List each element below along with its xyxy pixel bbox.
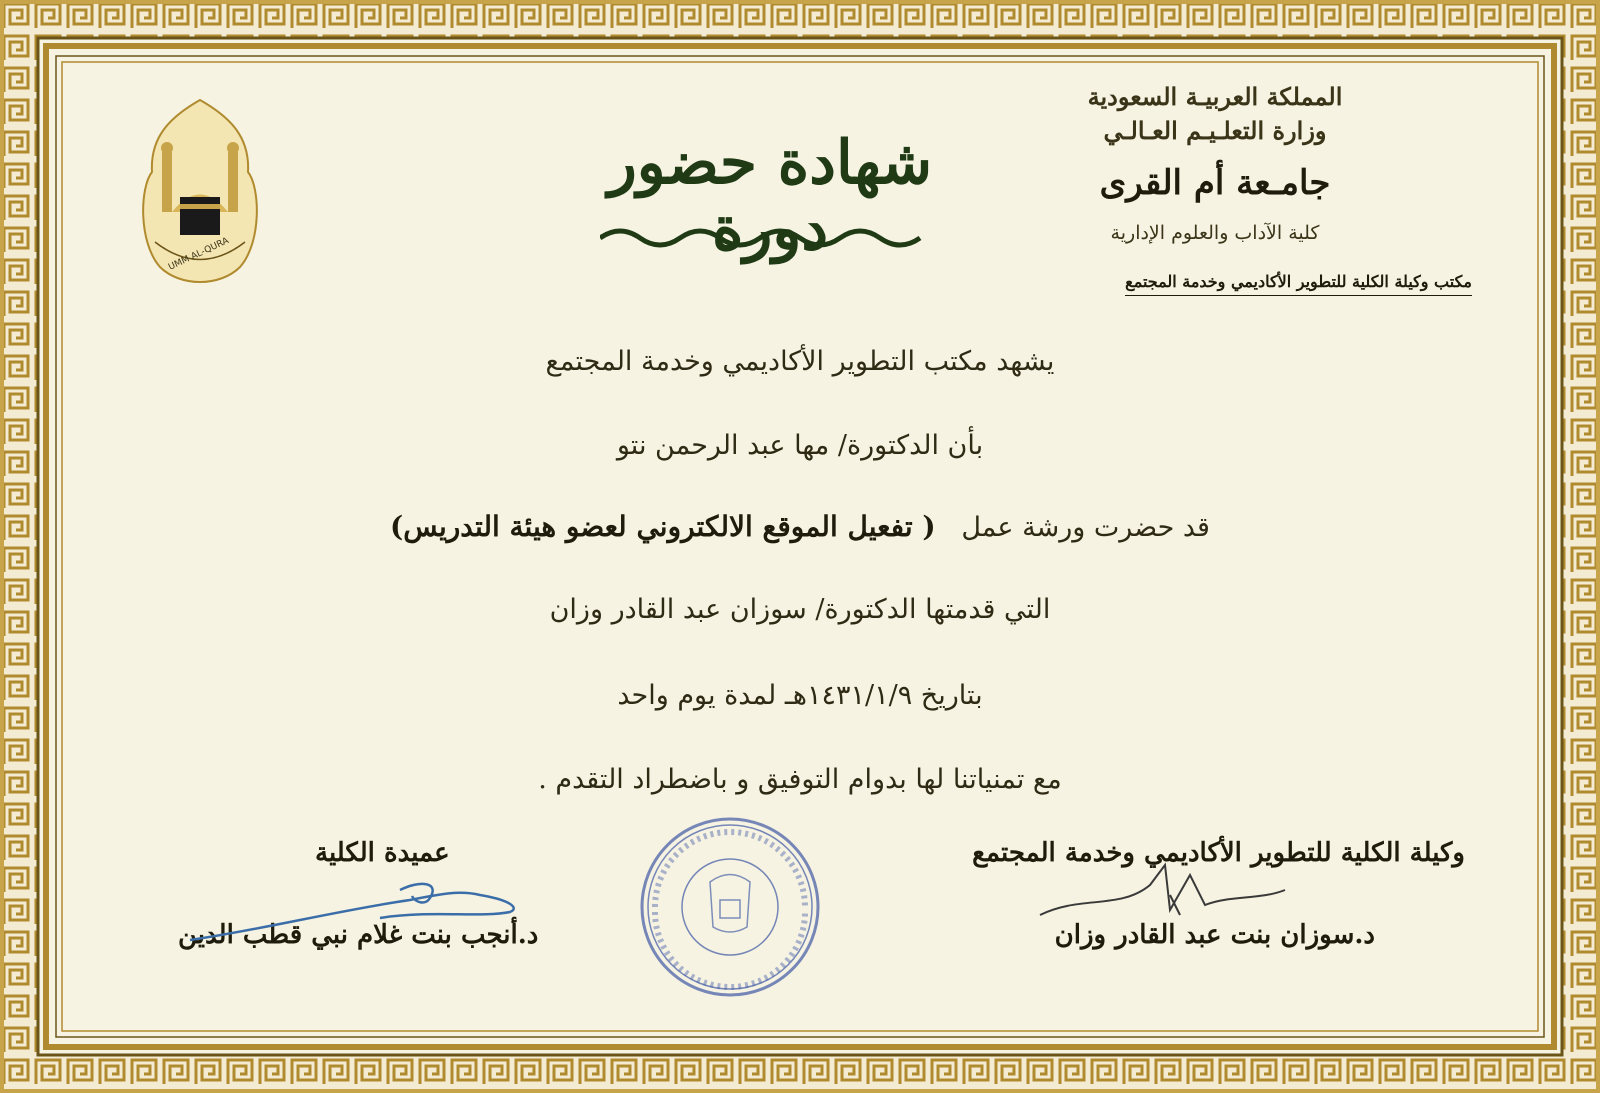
header-block	[1005, 80, 1425, 246]
dean-signature-icon	[180, 870, 530, 950]
body-line-5: بتاريخ ١٤٣١/١/٩هـ لمدة يوم واحد	[617, 680, 983, 711]
svg-text:UMM AL-QURA: UMM AL-QURA	[167, 236, 231, 273]
title-flourish-icon	[600, 220, 940, 250]
body-line-4: التي قدمتها الدكتورة/ سوزان عبد القادر وزان	[549, 594, 1051, 625]
body-line-2: بأن الدكتورة/ مها عبد الرحمن نتو	[616, 430, 984, 461]
kingdom-name: المملكة العربيـة السعودية	[1087, 82, 1343, 111]
office-name: مكتب وكيلة الكلية للتطوير الأكاديمي وخدمة المجتمع	[1125, 272, 1472, 296]
certificate-title: شهادة حضور دورة	[607, 128, 933, 264]
ministry-name: وزارة التعلـيـم العـالـي	[1103, 116, 1327, 145]
body-line-1: يشهد مكتب التطوير الأكاديمي وخدمة المجتمع	[545, 346, 1055, 377]
vice-dean-signature-icon	[1030, 855, 1290, 935]
dean-name: د.أنجب بنت غلام نبي قطب الدين	[178, 920, 539, 950]
vice-dean-title: وكيلة الكلية للتطوير الأكاديمي وخدمة المجتمع	[972, 838, 1465, 868]
workshop-title: ( تفعيل الموقع الالكتروني لعضو هيئة التدريس)	[390, 510, 936, 543]
college-name: كلية الآداب والعلوم الإدارية	[1110, 222, 1320, 244]
official-seal-icon	[635, 812, 825, 1002]
body-line-3	[300, 510, 1300, 543]
university-emblem-icon	[130, 92, 270, 292]
body-line-6: مع تمنياتنا لها بدوام التوفيق و باضطراد التقدم .	[538, 764, 1062, 795]
body-line-3-prefix: قد حضرت ورشة عمل	[961, 512, 1210, 543]
dean-title: عميدة الكلية	[315, 838, 450, 868]
university-name: جامـعة أم القرى	[1099, 163, 1331, 203]
vice-dean-name: د.سوزان بنت عبد القادر وزان	[1054, 920, 1375, 950]
